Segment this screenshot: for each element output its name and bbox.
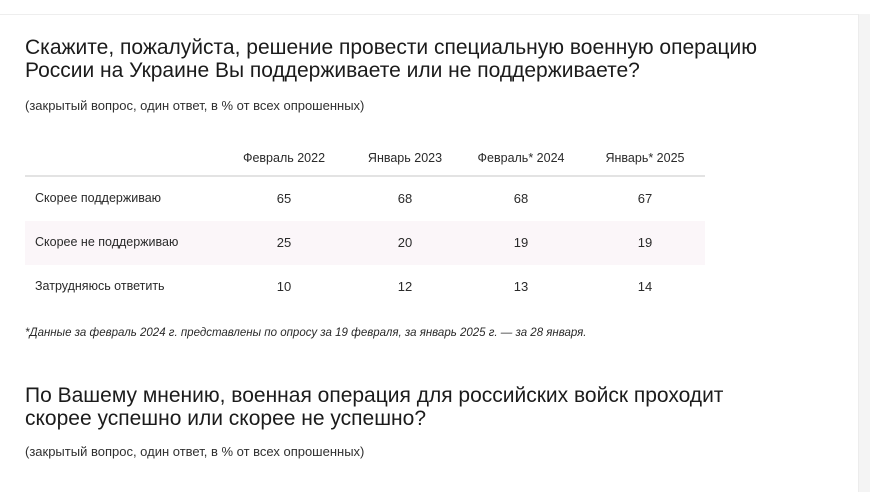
question-1-title-line-1: Скажите, пожалуйста, решение провести специальную военную операцию: [25, 36, 758, 59]
question-2-title-line-1: По Вашему мнению, военная операция для российских войск проходит: [25, 384, 724, 407]
row-label: Скорее поддерживаю: [35, 191, 162, 205]
row-label: Скорее не поддерживаю: [35, 235, 179, 249]
results-table: [25, 145, 705, 309]
scrollbar-track[interactable]: [858, 14, 870, 492]
column-header: Январь 2023: [367, 151, 443, 165]
table-cell: 10: [276, 279, 292, 294]
table-cell: 20: [397, 235, 413, 250]
footnote: *Данные за февраль 2024 г. представлены по опросу за 19 февраля, за январь 2025 г. — за 28 января.: [25, 327, 587, 339]
table-row: [25, 221, 705, 265]
table-cell: 19: [513, 235, 529, 250]
table-cell: 68: [513, 191, 529, 206]
question-2-title-line-2: скорее успешно или скорее не успешно?: [25, 407, 426, 430]
table-cell: 19: [637, 235, 653, 250]
table-cell: 67: [637, 191, 653, 206]
table-row: [25, 265, 705, 309]
question-1-subtitle: (закрытый вопрос, один ответ, в % от всех опрошенных): [25, 98, 365, 113]
column-header: Январь* 2025: [605, 151, 685, 165]
column-header: Февраль* 2024: [477, 151, 565, 165]
column-header: Февраль 2022: [242, 151, 326, 165]
top-divider: [0, 14, 870, 15]
table-header-row: [25, 145, 705, 177]
question-1-title: [25, 36, 845, 82]
question-2-title: [25, 384, 845, 430]
table-cell: 68: [397, 191, 413, 206]
table-row: [25, 177, 705, 221]
table-cell: 12: [397, 279, 413, 294]
row-label: Затрудняюсь ответить: [35, 279, 165, 293]
table-cell: 65: [276, 191, 292, 206]
question-2-subtitle: (закрытый вопрос, один ответ, в % от всех опрошенных): [25, 444, 365, 459]
table-cell: 13: [513, 279, 529, 294]
table-cell: 14: [637, 279, 653, 294]
table-cell: 25: [276, 235, 292, 250]
question-1-title-line-2: России на Украине Вы поддерживаете или не поддерживаете?: [25, 59, 640, 82]
